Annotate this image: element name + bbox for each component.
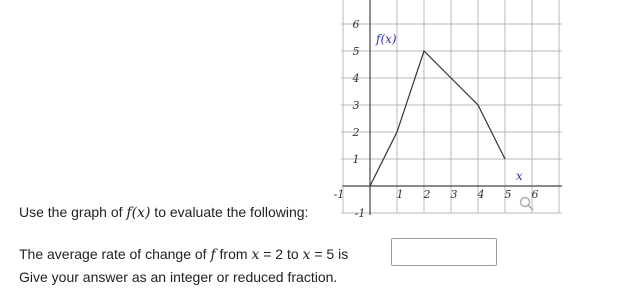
function-label: f(x): [376, 32, 397, 46]
x-tick-label: 3: [450, 188, 458, 201]
y-tick-label: 1: [352, 153, 360, 166]
intro-text: Use the graph of f(x) to evaluate the following:: [19, 204, 309, 221]
y-tick-label: 4: [352, 72, 360, 85]
y-tick-label: 5: [352, 45, 360, 58]
answer-input[interactable]: [391, 238, 497, 266]
y-tick-label: 2: [352, 126, 360, 139]
x-tick-label: -1: [333, 188, 345, 201]
question-text: The average rate of change of f from x = 2 to x = 5 is: [19, 246, 349, 263]
x-tick-label: 5: [504, 188, 512, 201]
instruction-text: Give your answer as an integer or reduced fraction.: [19, 269, 338, 285]
y-tick-label: 3: [352, 99, 360, 112]
x-tick-label: 2: [423, 188, 431, 201]
function-line: [370, 51, 505, 186]
y-tick-label: 6: [352, 18, 360, 31]
graph-ticks: [334, 18, 539, 220]
x-axis-label: x: [516, 169, 523, 183]
x-tick-label: 4: [477, 188, 485, 201]
graph-grid: [341, 0, 562, 213]
x-tick-label: 1: [396, 188, 404, 201]
y-tick-label: -1: [354, 207, 366, 220]
x-tick-label: 6: [531, 188, 539, 201]
